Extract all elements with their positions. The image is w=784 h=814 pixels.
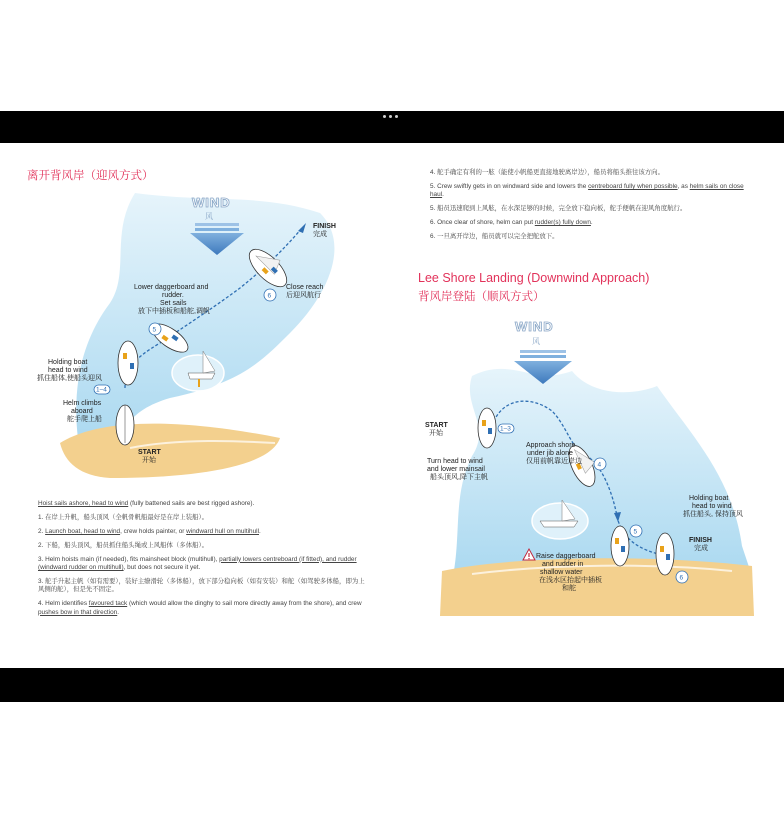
instruction-paragraph bbox=[430, 233, 752, 241]
instruction-mid: 5. 船员迅速爬到上风舷，在水深足够的时候，完全放下稳向板，舵手便帆在迎风角度航行。 bbox=[430, 205, 687, 213]
instruction-pre: 3. Helm hoists main (if needed), fits mainsheet block (multihull), bbox=[38, 555, 220, 563]
viewer-bottom-bar bbox=[0, 668, 784, 702]
step-5-label-1: Lower daggerboard and bbox=[134, 284, 209, 291]
climb-label-1: Helm climbs bbox=[63, 400, 102, 407]
instruction-paragraph bbox=[38, 528, 370, 536]
turn-label-2: and lower mainsail bbox=[427, 466, 485, 473]
left-page-title: 离开背风岸（迎风方式） bbox=[27, 170, 154, 182]
instruction-paragraph bbox=[38, 500, 370, 508]
holding-label-1: Holding boat bbox=[48, 359, 88, 366]
start-label-zh: 开始 bbox=[142, 457, 156, 464]
finish-label-zh: 完成 bbox=[694, 545, 708, 552]
start-label: START bbox=[425, 422, 448, 429]
instruction-u1: favoured tack bbox=[88, 600, 128, 608]
right-page bbox=[392, 143, 784, 668]
close-reach-label: Close reach bbox=[286, 284, 324, 291]
instruction-mid: 1. 在岸上升帆，船头顶风（全帆骨帆船最好是在岸上装船）。 bbox=[38, 513, 209, 521]
holding-label-zh: 抓住船头, 保持顶风 bbox=[683, 511, 743, 518]
step-5-label-3: Set sails bbox=[160, 300, 187, 307]
step-5-badge: 5 bbox=[152, 326, 157, 334]
wind-label: WIND bbox=[515, 319, 554, 334]
instruction-pre: 2. bbox=[38, 527, 46, 535]
step-1-4-badge: 1–4 bbox=[96, 386, 107, 394]
beach-sand bbox=[440, 558, 754, 616]
turn-label-zh: 船头顶风,降下主帆 bbox=[430, 474, 488, 481]
beach-sand bbox=[60, 424, 280, 478]
raise-label-2: and rudder in bbox=[542, 561, 584, 568]
instruction-pre: 6. Once clear of shore, helm can put bbox=[430, 219, 535, 227]
step-5-label-2: rudder. bbox=[162, 292, 184, 299]
instruction-post: . bbox=[442, 191, 444, 199]
step-5-label-zh: 放下中插板和船舵,调帆 bbox=[138, 308, 210, 315]
step-6-badge: 6 bbox=[679, 574, 684, 582]
wind-label-zh: 风 bbox=[532, 337, 540, 346]
instruction-paragraph bbox=[38, 542, 370, 550]
left-page bbox=[0, 143, 392, 668]
instruction-paragraph bbox=[38, 600, 370, 617]
step-6-badge: 6 bbox=[267, 292, 272, 300]
finish-label-zh: 完成 bbox=[313, 231, 327, 238]
boat-start bbox=[116, 405, 134, 445]
approach-label-2: under jib alone bbox=[527, 450, 573, 457]
instruction-u1: Launch boat, head to wind bbox=[45, 527, 121, 535]
instruction-mid: 6. 一旦离开岸边，船员就可以完全把舵放下。 bbox=[430, 233, 559, 241]
raise-label-zh-1: 在浅水区抬起中插板 bbox=[539, 577, 602, 584]
right-instructions bbox=[430, 169, 752, 247]
instruction-mid: 3. 舵手升起主帆（如有需要），装好主缭滑轮（多体船），放下部分稳向板（如有安装）和舵（如驾驶多体船，即为上风侧的舵），但是先不固定。 bbox=[38, 577, 365, 594]
instruction-paragraph bbox=[38, 514, 370, 522]
instruction-mid: . bbox=[590, 219, 593, 227]
water-area bbox=[76, 193, 334, 453]
instruction-mid: (which would allow the dinghy to sail more directly away from the shore), and crew bbox=[127, 600, 362, 608]
boat-start bbox=[478, 408, 496, 448]
instruction-mid: 2. 下船，船头顶风，船员抓住船头绳或上风船体（多体船）。 bbox=[38, 541, 209, 549]
landing-title-zh: 背风岸登陆（顺风方式） bbox=[418, 291, 545, 303]
finish-label: FINISH bbox=[689, 537, 712, 544]
instruction-u1: Hoist sails ashore, head to wind bbox=[38, 500, 129, 507]
left-instructions bbox=[38, 500, 370, 623]
instruction-mid: , as bbox=[677, 182, 690, 190]
instruction-u2: helm sails on close haul bbox=[430, 182, 744, 199]
turn-label-1: Turn head to wind bbox=[427, 458, 483, 465]
instruction-u1: centreboard fully when possible bbox=[588, 182, 678, 190]
raise-label-1: Raise daggerboard bbox=[536, 553, 596, 560]
raise-label-zh-2: 和舵 bbox=[562, 585, 576, 592]
lee-shore-landing-diagram bbox=[425, 316, 757, 621]
approach-label-1: Approach shore bbox=[526, 442, 576, 449]
leave-lee-shore-diagram bbox=[37, 193, 350, 478]
step-5-badge: 5 bbox=[633, 528, 638, 536]
instruction-paragraph bbox=[38, 556, 370, 573]
instruction-pre: 4. Helm identifies bbox=[38, 600, 89, 608]
instruction-mid: , but does not secure it yet. bbox=[123, 564, 201, 572]
instruction-u2: pushes bow in that direction bbox=[38, 608, 118, 616]
instruction-paragraph bbox=[38, 578, 370, 595]
raise-label-3: shallow water bbox=[540, 569, 583, 576]
wind-label-zh: 风 bbox=[205, 212, 213, 221]
holding-label-2: head to wind bbox=[48, 367, 88, 374]
boat-step-1-4 bbox=[118, 341, 138, 385]
step-4-badge: 4 bbox=[597, 461, 602, 469]
instruction-paragraph bbox=[430, 205, 752, 213]
instruction-u1: rudder(s) fully down bbox=[534, 219, 591, 227]
step-1-3-badge: 1–3 bbox=[500, 425, 511, 433]
start-label: START bbox=[138, 449, 161, 456]
instruction-paragraph bbox=[430, 219, 752, 227]
holding-label-2: head to wind bbox=[692, 503, 732, 510]
wind-label: WIND bbox=[192, 195, 231, 210]
instruction-post: . bbox=[117, 608, 120, 616]
start-label-zh: 开始 bbox=[429, 430, 443, 437]
approach-label-zh: 仅用前帆靠近岸边 bbox=[526, 458, 582, 465]
boat-step-6 bbox=[656, 533, 674, 575]
more-dots-icon[interactable] bbox=[383, 115, 398, 118]
finish-label: FINISH bbox=[313, 223, 336, 230]
instruction-pre: 5. Crew swiftly gets in on windward side and lowers the bbox=[430, 182, 589, 190]
book-spread bbox=[0, 143, 784, 668]
instruction-paragraph bbox=[430, 183, 752, 200]
climb-label-2: aboard bbox=[71, 408, 93, 415]
instruction-u1: partially lowers centreboard (if fitted), and rudder (windward rudder on multihull) bbox=[38, 555, 357, 572]
instruction-mid: , crew holds painter, or bbox=[120, 527, 187, 535]
holding-label-1: Holding boat bbox=[689, 495, 729, 502]
climb-label-zh: 舵手爬上船 bbox=[67, 416, 102, 423]
instruction-mid: (fully battened sails are best rigged ashore). bbox=[128, 500, 255, 507]
close-reach-label-zh: 后迎风航行 bbox=[286, 292, 321, 299]
instruction-mid: 4. 舵手确定有利的一舷（能使小帆船更直接地驶离岸边），船员将船头推往该方向。 bbox=[430, 169, 664, 176]
instruction-u2: windward hull on multihull bbox=[186, 527, 259, 535]
landing-title-en: Lee Shore Landing (Downwind Approach) bbox=[418, 271, 650, 285]
instruction-paragraph bbox=[430, 169, 752, 177]
instruction-post: . bbox=[259, 527, 261, 535]
boat-step-5 bbox=[611, 526, 629, 566]
holding-label-zh: 抓住船体,使船头迎风 bbox=[37, 375, 102, 382]
